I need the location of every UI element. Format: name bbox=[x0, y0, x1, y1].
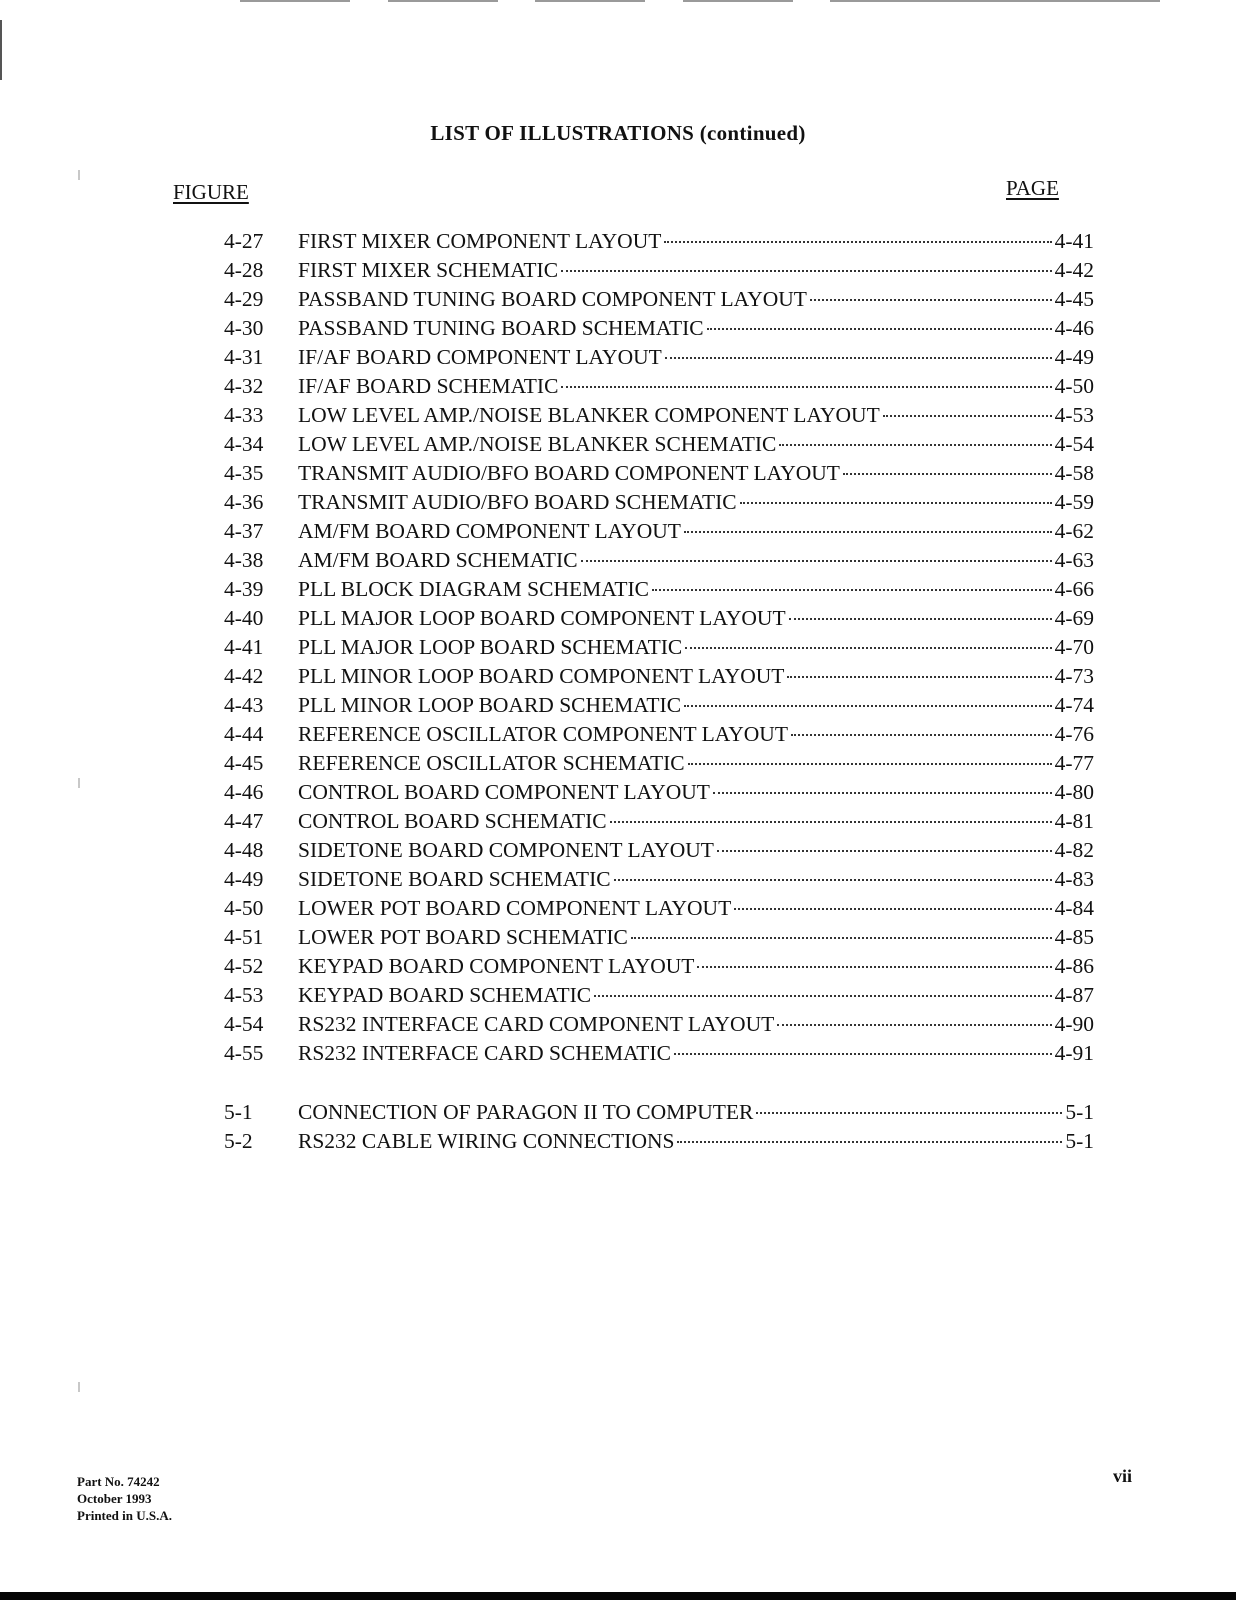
list-item bbox=[224, 285, 1094, 314]
figure-number: 4-30 bbox=[224, 316, 264, 340]
figure-title: PASSBAND TUNING BOARD SCHEMATIC bbox=[298, 316, 704, 340]
page-reference: 4-45 bbox=[1054, 287, 1094, 311]
page-reference: 4-81 bbox=[1054, 809, 1094, 833]
list-item bbox=[224, 401, 1094, 430]
dot-leader bbox=[684, 531, 1052, 533]
page-reference: 4-85 bbox=[1054, 925, 1094, 949]
figure-column-header: FIGURE bbox=[173, 180, 249, 204]
figure-title: RS232 INTERFACE CARD COMPONENT LAYOUT bbox=[298, 1012, 775, 1036]
dot-leader bbox=[779, 444, 1051, 446]
figure-number: 4-48 bbox=[224, 838, 264, 862]
dot-leader bbox=[581, 560, 1052, 562]
page-reference: 4-77 bbox=[1054, 751, 1094, 775]
figure-title: LOWER POT BOARD SCHEMATIC bbox=[298, 925, 628, 949]
page-reference: 4-53 bbox=[1054, 403, 1094, 427]
dot-leader bbox=[677, 1141, 1062, 1143]
page-reference: 4-66 bbox=[1054, 577, 1094, 601]
list-item bbox=[224, 256, 1094, 285]
page-reference: 4-91 bbox=[1054, 1041, 1094, 1065]
figure-number: 4-28 bbox=[224, 258, 264, 282]
figure-number: 4-42 bbox=[224, 664, 264, 688]
figure-number: 4-54 bbox=[224, 1012, 264, 1036]
dot-leader bbox=[614, 879, 1052, 881]
figure-number: 4-37 bbox=[224, 519, 264, 543]
page-reference: 4-76 bbox=[1054, 722, 1094, 746]
page-reference: 4-42 bbox=[1054, 258, 1094, 282]
list-item bbox=[224, 691, 1094, 720]
scan-speck bbox=[78, 170, 80, 180]
dot-leader bbox=[674, 1053, 1052, 1055]
dot-leader bbox=[707, 328, 1052, 330]
figure-title: TRANSMIT AUDIO/BFO BOARD SCHEMATIC bbox=[298, 490, 737, 514]
figure-title: SIDETONE BOARD SCHEMATIC bbox=[298, 867, 611, 891]
page-reference: 4-46 bbox=[1054, 316, 1094, 340]
dot-leader bbox=[717, 850, 1052, 852]
page-title: LIST OF ILLUSTRATIONS (continued) bbox=[430, 121, 806, 145]
dot-leader bbox=[810, 299, 1052, 301]
figure-number: 4-38 bbox=[224, 548, 264, 572]
figure-number: 4-49 bbox=[224, 867, 264, 891]
figure-title: FIRST MIXER COMPONENT LAYOUT bbox=[298, 229, 662, 253]
scan-edge-line bbox=[830, 0, 1160, 2]
dot-leader bbox=[652, 589, 1052, 591]
list-item bbox=[224, 517, 1094, 546]
figure-number: 5-2 bbox=[224, 1129, 253, 1153]
page-reference: 4-80 bbox=[1054, 780, 1094, 804]
dot-leader bbox=[664, 241, 1051, 243]
page-reference: 4-90 bbox=[1054, 1012, 1094, 1036]
figure-title: AM/FM BOARD COMPONENT LAYOUT bbox=[298, 519, 681, 543]
figure-title: TRANSMIT AUDIO/BFO BOARD COMPONENT LAYOUT bbox=[298, 461, 840, 485]
dot-leader bbox=[561, 386, 1051, 388]
figure-title: IF/AF BOARD SCHEMATIC bbox=[298, 374, 559, 398]
figure-number: 4-35 bbox=[224, 461, 264, 485]
list-item bbox=[224, 488, 1094, 517]
figure-number: 4-43 bbox=[224, 693, 264, 717]
figure-title: PLL MAJOR LOOP BOARD COMPONENT LAYOUT bbox=[298, 606, 786, 630]
list-item bbox=[224, 314, 1094, 343]
list-item bbox=[224, 546, 1094, 575]
dot-leader bbox=[688, 763, 1052, 765]
scan-edge-mark bbox=[0, 20, 2, 80]
dot-leader bbox=[684, 705, 1052, 707]
dot-leader bbox=[713, 792, 1052, 794]
scan-edge-line bbox=[535, 0, 645, 2]
page-column-header: PAGE bbox=[1006, 176, 1059, 200]
page-reference: 4-49 bbox=[1054, 345, 1094, 369]
figure-number: 5-1 bbox=[224, 1100, 253, 1124]
figure-title: LOWER POT BOARD COMPONENT LAYOUT bbox=[298, 896, 732, 920]
list-item bbox=[224, 604, 1094, 633]
figure-number: 4-33 bbox=[224, 403, 264, 427]
figure-title: PLL MINOR LOOP BOARD SCHEMATIC bbox=[298, 693, 682, 717]
figure-title: CONTROL BOARD SCHEMATIC bbox=[298, 809, 607, 833]
list-item bbox=[224, 778, 1094, 807]
part-number: Part No. 74242 bbox=[77, 1474, 160, 1489]
dot-leader bbox=[610, 821, 1052, 823]
list-item bbox=[224, 1039, 1094, 1068]
figure-number: 4-46 bbox=[224, 780, 264, 804]
page-reference: 4-84 bbox=[1054, 896, 1094, 920]
scan-edge-line bbox=[240, 0, 350, 2]
figure-title: RS232 CABLE WIRING CONNECTIONS bbox=[298, 1129, 675, 1153]
page-reference: 4-86 bbox=[1054, 954, 1094, 978]
dot-leader bbox=[561, 270, 1052, 272]
dot-leader bbox=[734, 908, 1051, 910]
figure-number: 4-50 bbox=[224, 896, 264, 920]
scan-speck bbox=[78, 1382, 80, 1392]
scan-speck bbox=[78, 778, 80, 788]
page-reference: 4-54 bbox=[1054, 432, 1094, 456]
page-reference: 5-1 bbox=[1065, 1100, 1094, 1124]
dot-leader bbox=[697, 966, 1051, 968]
scan-bottom-edge bbox=[0, 1592, 1236, 1600]
figure-number: 4-51 bbox=[224, 925, 264, 949]
figure-number: 4-36 bbox=[224, 490, 264, 514]
dot-leader bbox=[883, 415, 1052, 417]
print-date: October 1993 bbox=[77, 1491, 152, 1506]
page-reference: 4-69 bbox=[1054, 606, 1094, 630]
dot-leader bbox=[631, 937, 1052, 939]
list-item bbox=[224, 749, 1094, 778]
list-item bbox=[224, 459, 1094, 488]
page-reference: 4-73 bbox=[1054, 664, 1094, 688]
figure-title: FIRST MIXER SCHEMATIC bbox=[298, 258, 559, 282]
page-reference: 4-70 bbox=[1054, 635, 1094, 659]
list-item bbox=[224, 1098, 1094, 1127]
page-number: vii bbox=[1113, 1466, 1133, 1486]
list-item bbox=[224, 575, 1094, 604]
figure-title: LOW LEVEL AMP./NOISE BLANKER SCHEMATIC bbox=[298, 432, 777, 456]
list-item bbox=[224, 1010, 1094, 1039]
figure-title: LOW LEVEL AMP./NOISE BLANKER COMPONENT LAYOUT bbox=[298, 403, 880, 427]
printed-location: Printed in U.S.A. bbox=[77, 1508, 172, 1523]
figure-number: 4-27 bbox=[224, 229, 264, 253]
figure-title: PLL MINOR LOOP BOARD COMPONENT LAYOUT bbox=[298, 664, 785, 688]
dot-leader bbox=[756, 1112, 1062, 1114]
list-item bbox=[224, 633, 1094, 662]
page-reference: 4-58 bbox=[1054, 461, 1094, 485]
figure-number: 4-52 bbox=[224, 954, 264, 978]
figure-title: IF/AF BOARD COMPONENT LAYOUT bbox=[298, 345, 662, 369]
list-item bbox=[224, 372, 1094, 401]
figure-title: CONNECTION OF PARAGON II TO COMPUTER bbox=[298, 1100, 754, 1124]
illustrations-list-section-5 bbox=[224, 1098, 1094, 1156]
figure-title: PLL MAJOR LOOP BOARD SCHEMATIC bbox=[298, 635, 683, 659]
list-item bbox=[224, 662, 1094, 691]
figure-title: AM/FM BOARD SCHEMATIC bbox=[298, 548, 578, 572]
dot-leader bbox=[791, 734, 1052, 736]
list-item bbox=[224, 894, 1094, 923]
figure-number: 4-34 bbox=[224, 432, 264, 456]
list-item bbox=[224, 430, 1094, 459]
page-reference: 4-74 bbox=[1054, 693, 1094, 717]
list-item bbox=[224, 981, 1094, 1010]
illustrations-list bbox=[224, 227, 1094, 1068]
page-reference: 4-50 bbox=[1054, 374, 1094, 398]
page-reference: 4-82 bbox=[1054, 838, 1094, 862]
scan-edge-line bbox=[683, 0, 793, 2]
page-reference: 4-41 bbox=[1054, 229, 1094, 253]
figure-number: 4-47 bbox=[224, 809, 264, 833]
figure-number: 4-45 bbox=[224, 751, 264, 775]
dot-leader bbox=[665, 357, 1052, 359]
figure-number: 4-55 bbox=[224, 1041, 264, 1065]
page-reference: 4-59 bbox=[1054, 490, 1094, 514]
dot-leader bbox=[685, 647, 1051, 649]
figure-title: SIDETONE BOARD COMPONENT LAYOUT bbox=[298, 838, 714, 862]
list-item bbox=[224, 807, 1094, 836]
figure-number: 4-40 bbox=[224, 606, 264, 630]
list-item bbox=[224, 1127, 1094, 1156]
list-item bbox=[224, 952, 1094, 981]
list-item bbox=[224, 865, 1094, 894]
figure-title: KEYPAD BOARD SCHEMATIC bbox=[298, 983, 592, 1007]
figure-title: PASSBAND TUNING BOARD COMPONENT LAYOUT bbox=[298, 287, 807, 311]
dot-leader bbox=[740, 502, 1052, 504]
figure-number: 4-29 bbox=[224, 287, 264, 311]
dot-leader bbox=[789, 618, 1052, 620]
dot-leader bbox=[843, 473, 1052, 475]
figure-number: 4-39 bbox=[224, 577, 264, 601]
figure-title: RS232 INTERFACE CARD SCHEMATIC bbox=[298, 1041, 671, 1065]
figure-number: 4-32 bbox=[224, 374, 264, 398]
page-reference: 5-1 bbox=[1065, 1129, 1094, 1153]
page-reference: 4-62 bbox=[1054, 519, 1094, 543]
figure-number: 4-31 bbox=[224, 345, 264, 369]
figure-title: CONTROL BOARD COMPONENT LAYOUT bbox=[298, 780, 710, 804]
document-footer bbox=[77, 1473, 172, 1524]
figure-number: 4-53 bbox=[224, 983, 264, 1007]
page-reference: 4-87 bbox=[1054, 983, 1094, 1007]
list-item bbox=[224, 720, 1094, 749]
page-reference: 4-83 bbox=[1054, 867, 1094, 891]
list-item bbox=[224, 343, 1094, 372]
figure-title: REFERENCE OSCILLATOR SCHEMATIC bbox=[298, 751, 685, 775]
list-item bbox=[224, 836, 1094, 865]
figure-title: REFERENCE OSCILLATOR COMPONENT LAYOUT bbox=[298, 722, 788, 746]
page-reference: 4-63 bbox=[1054, 548, 1094, 572]
figure-number: 4-41 bbox=[224, 635, 264, 659]
figure-title: KEYPAD BOARD COMPONENT LAYOUT bbox=[298, 954, 695, 978]
list-item bbox=[224, 227, 1094, 256]
dot-leader bbox=[787, 676, 1051, 678]
figure-number: 4-44 bbox=[224, 722, 264, 746]
dot-leader bbox=[777, 1024, 1051, 1026]
figure-title: PLL BLOCK DIAGRAM SCHEMATIC bbox=[298, 577, 649, 601]
scan-edge-line bbox=[388, 0, 498, 2]
list-item bbox=[224, 923, 1094, 952]
dot-leader bbox=[594, 995, 1051, 997]
